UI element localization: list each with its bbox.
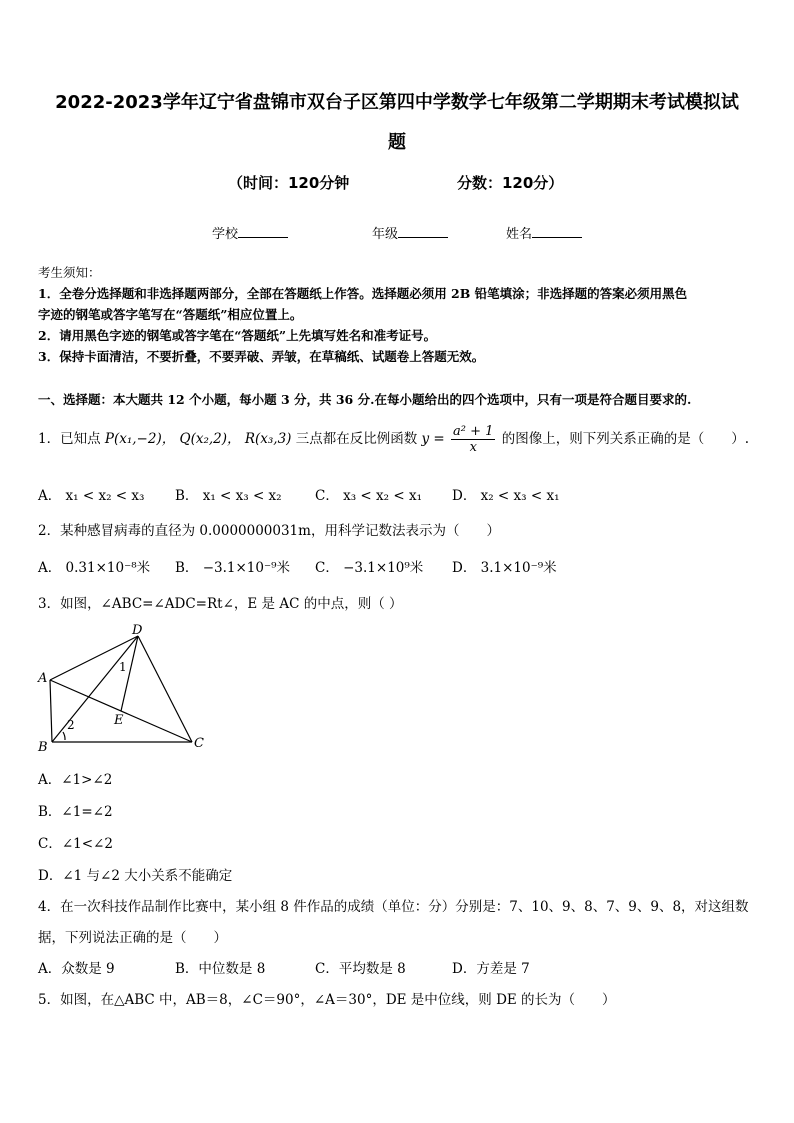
q1-denominator: x (469, 440, 477, 455)
question-5: 5．如图，在△ABC 中，AB＝8，∠C＝90°，∠A＝30°，DE 是中位线，则 DE 的长为（ ） (38, 992, 616, 1008)
notice-item-1a: 1．全卷分选择题和非选择题两部分，全部在答题纸上作答。选择题必须用 2B 铅笔填涂；非选择题的答案必须用黑色 (38, 286, 688, 301)
label-angle-2: 2 (67, 718, 75, 732)
label-B: B (38, 740, 48, 755)
q2-option-b[interactable]: B． −3.1×10⁻⁹米 (175, 560, 291, 576)
school-blank[interactable] (238, 225, 288, 238)
name-blank[interactable] (532, 225, 582, 238)
q1-suffix: 的图像上，则下列关系正确的是（ ）. (501, 431, 750, 447)
school-label: 学校 (212, 227, 239, 242)
grade-label: 年级 (372, 227, 399, 242)
q4-option-b[interactable]: B．中位数是 8 (175, 961, 266, 977)
exam-title-line1: 2022-2023学年辽宁省盘锦市双台子区第四中学数学七年级第二学期期末考试模拟试 (55, 92, 739, 113)
q1-prefix: 1．已知点 (38, 431, 101, 447)
q1-fraction (451, 424, 495, 455)
q1-numerator: a² + 1 (453, 424, 494, 439)
segment-CD (138, 636, 192, 742)
school-field[interactable] (212, 223, 288, 242)
q1-option-c[interactable]: C． x₃ < x₂ < x₁ (315, 488, 422, 504)
q1-option-a[interactable]: A． x₁ < x₂ < x₃ (38, 488, 145, 504)
question-3: 3．如图，∠ABC=∠ADC=Rt∠，E 是 AC 的中点，则（ ） (38, 596, 403, 612)
q4-option-d[interactable]: D．方差是 7 (452, 961, 530, 977)
angle-2-arc (63, 732, 65, 740)
label-D: D (132, 623, 143, 638)
q1-y: y = (421, 431, 445, 447)
segment-AB (50, 680, 52, 742)
q2-option-c[interactable]: C． −3.1×10⁹米 (315, 560, 424, 576)
score-label: 分数：120分） (457, 174, 564, 192)
q3-option-c[interactable]: C．∠1<∠2 (38, 836, 113, 852)
name-label: 姓名 (506, 227, 533, 242)
notice-heading: 考生须知： (38, 265, 101, 280)
section-1-heading: 一、选择题：本大题共 12 个小题，每小题 3 分，共 36 分.在每小题给出的四个选项中，只有一项是符合题目要求的. (38, 392, 692, 407)
q3-option-d[interactable]: D．∠1 与∠2 大小关系不能确定 (38, 868, 233, 884)
notice-item-1b: 字迹的钢笔或答字笔写在“答题纸”相应位置上。 (38, 307, 303, 322)
label-C: C (194, 736, 204, 751)
q1-points: P(x₁,−2)， Q(x₂,2)， R(x₃,3) (104, 431, 292, 447)
time-label: （时间：120分钟 (228, 174, 350, 192)
q2-option-d[interactable]: D． 3.1×10⁻⁹米 (452, 560, 557, 576)
q2-option-a[interactable]: A． 0.31×10⁻⁸米 (38, 560, 151, 576)
label-angle-1: 1 (119, 660, 127, 674)
q1-mid: 三点都在反比例函数 (295, 431, 418, 447)
exam-title-line2: 题 (388, 132, 406, 153)
q3-option-a[interactable]: A．∠1>∠2 (38, 772, 113, 788)
q1-option-d[interactable]: D． x₂ < x₃ < x₁ (452, 488, 560, 504)
exam-notice (38, 262, 758, 367)
question-2: 2．某种感冒病毒的直径为 0.0000000031m，用科学记数法表示为（ ） (38, 523, 500, 539)
q3-option-b[interactable]: B．∠1=∠2 (38, 804, 113, 820)
notice-item-3: 3．保持卡面清洁，不要折叠，不要弄破、弄皱，在草稿纸、试题卷上答题无效。 (38, 349, 485, 364)
question-4-line2: 据，下列说法正确的是（ ） (38, 930, 227, 946)
label-A: A (38, 671, 48, 686)
notice-item-2: 2．请用黑色字迹的钢笔或答字笔在“答题纸”上先填写姓名和准考证号。 (38, 328, 437, 343)
question-1 (38, 424, 749, 455)
q4-option-a[interactable]: A．众数是 9 (38, 961, 115, 977)
question-4-line1: 4．在一次科技作品制作比赛中，某小组 8 件作品的成绩（单位：分）分别是：7、10、9、8、7、9、9、8，对这组数 (38, 899, 749, 915)
grade-field[interactable] (372, 223, 448, 242)
label-E: E (114, 713, 124, 728)
q1-option-b[interactable]: B． x₁ < x₃ < x₂ (175, 488, 282, 504)
name-field[interactable] (506, 223, 582, 242)
grade-blank[interactable] (398, 225, 448, 238)
q4-option-c[interactable]: C．平均数是 8 (315, 961, 406, 977)
segment-BD (52, 636, 138, 742)
q3-figure (30, 620, 220, 755)
